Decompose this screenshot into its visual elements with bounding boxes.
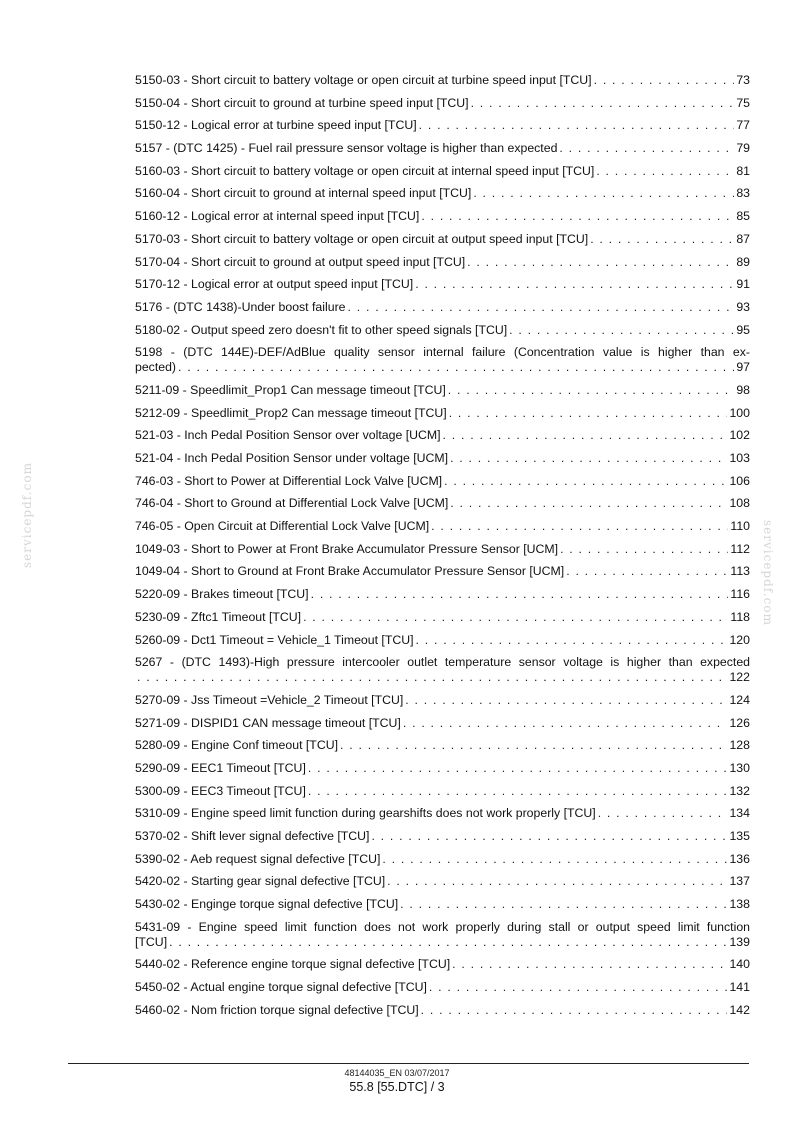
toc-entry-page-number: 98 (736, 382, 750, 397)
toc-entry-title: 5180-02 - Output speed zero doesn't fit to other speed signals [TCU] (135, 322, 508, 337)
toc-leader-dots (448, 383, 735, 398)
toc-entry-title-line2: [TCU] (135, 934, 168, 949)
toc-entry[interactable] (135, 186, 750, 201)
watermark-left: servicepdf.com (20, 462, 34, 568)
toc-entry[interactable] (135, 920, 750, 950)
toc-entry[interactable] (135, 738, 750, 753)
toc-leader-dots (467, 255, 734, 270)
toc-entry[interactable] (135, 209, 750, 224)
toc-leader-dots (594, 73, 735, 88)
toc-entry[interactable] (135, 587, 750, 602)
toc-entry-page-number: 118 (730, 609, 750, 624)
toc-leader-dots (559, 141, 734, 156)
toc-leader-dots (311, 587, 729, 602)
toc-entry-page-number: 77 (736, 118, 750, 133)
toc-entry[interactable] (135, 1003, 750, 1018)
toc-entry-page-number: 138 (729, 897, 750, 912)
toc-leader-dots (169, 935, 727, 950)
toc-leader-dots (566, 564, 728, 579)
toc-entry[interactable] (135, 255, 750, 270)
toc-entry-title: 5370-02 - Shift lever signal defective [TCU] (135, 829, 370, 843)
toc-entry-page-number: 136 (729, 851, 750, 866)
toc-leader-dots (178, 360, 734, 375)
toc-entry-title: 746-04 - Short to Ground at Differential Lock Valve [UCM] (135, 496, 449, 511)
toc-entry[interactable] (135, 474, 750, 489)
toc-entry-title: 5310-09 - Engine speed limit function during gearshifts does not work properly [TCU] (135, 806, 596, 821)
toc-entry[interactable] (135, 141, 750, 156)
toc-entry[interactable] (135, 406, 750, 421)
toc-entry-page-number: 97 (736, 360, 750, 375)
toc-entry-page-number: 81 (736, 163, 750, 178)
toc-entry-title: 5160-12 - Logical error at internal speed input [TCU] (135, 209, 420, 224)
toc-entry-page-number: 108 (729, 496, 750, 511)
toc-entry-page-number: 128 (729, 738, 750, 753)
toc-entry-page-number: 110 (730, 519, 750, 534)
toc-entry-title: 5211-09 - Speedlimit_Prop1 Can message timeout [TCU] (135, 382, 446, 397)
toc-entry-page-number: 95 (736, 322, 750, 337)
toc-entry-title: 746-03 - Short to Power at Differential Lock Valve [UCM] (135, 473, 443, 488)
footer-page-reference: 55.8 [55.DTC] / 3 (349, 1080, 445, 1094)
toc-leader-dots (348, 300, 735, 315)
toc-leader-dots (429, 980, 728, 995)
toc-entry-title: 5176 - (DTC 1438)-Under boost failure (135, 299, 346, 314)
toc-entry[interactable] (135, 96, 750, 111)
toc-entry-title: 5290-09 - EEC1 Timeout [TCU] (135, 760, 306, 775)
toc-entry-page-number: 112 (730, 541, 750, 556)
toc-entry-page-number: 137 (729, 874, 750, 889)
toc-entry[interactable] (135, 164, 750, 179)
toc-entry-page-number: 124 (729, 692, 750, 707)
toc-entry[interactable] (135, 852, 750, 867)
toc-leader-dots (308, 784, 728, 799)
toc-entry[interactable] (135, 383, 750, 398)
toc-entry-title: 5150-12 - Logical error at turbine speed input [TCU] (135, 118, 417, 133)
toc-entry[interactable] (135, 277, 750, 292)
toc-leader-dots (452, 957, 727, 972)
toc-leader-dots (340, 738, 727, 753)
toc-entry-title: 5170-12 - Logical error at output speed input [TCU] (135, 277, 414, 292)
toc-entry-page-number: 75 (736, 95, 750, 110)
toc-entry-title-line1: 5198 - (DTC 144E)-DEF/AdBlue quality sensor internal failure (Concentration value is higher than ex- (135, 345, 750, 360)
toc-leader-dots (303, 610, 728, 625)
toc-leader-dots (560, 542, 728, 557)
toc-entry-page-number: 100 (729, 405, 750, 420)
toc-entry-page-number: 135 (729, 829, 750, 843)
watermark-right: servicepdf.com (761, 520, 775, 626)
toc-entry-title: 1049-03 - Short to Power at Front Brake Accumulator Pressure Sensor [UCM] (135, 541, 559, 556)
toc-entry[interactable] (135, 564, 750, 579)
toc-entry-page-number: 120 (729, 632, 750, 647)
toc-entry[interactable] (135, 957, 750, 972)
toc-leader-dots (419, 118, 735, 133)
toc-entry-title: 5270-09 - Jss Timeout =Vehicle_2 Timeout [TCU] (135, 692, 404, 707)
toc-entry[interactable] (135, 118, 750, 133)
toc-leader-dots (308, 761, 728, 776)
toc-leader-dots (471, 96, 735, 111)
toc-entry-page-number: 139 (729, 934, 750, 949)
toc-leader-dots (405, 693, 727, 708)
toc-entry-title: 5150-04 - Short circuit to ground at turbine speed input [TCU] (135, 95, 469, 110)
toc-entry[interactable] (135, 300, 750, 315)
table-of-contents (135, 73, 750, 1026)
toc-entry-title: 5420-02 - Starting gear signal defective [TCU] (135, 874, 386, 889)
toc-entry-page-number: 83 (736, 186, 750, 201)
toc-leader-dots (387, 874, 727, 889)
toc-entry[interactable] (135, 806, 750, 821)
toc-entry-title: 5280-09 - Engine Conf timeout [TCU] (135, 738, 339, 753)
toc-entry-page-number: 113 (730, 564, 750, 579)
toc-leader-dots (449, 406, 728, 421)
toc-entry[interactable] (135, 980, 750, 995)
toc-entry-title: 5450-02 - Actual engine torque signal defective [TCU] (135, 980, 427, 995)
toc-entry[interactable] (135, 897, 750, 912)
toc-leader-dots (416, 633, 728, 648)
toc-leader-dots (590, 232, 734, 247)
toc-entry-title-line1: 5267 - (DTC 1493)-High pressure intercooler outlet temperature sensor voltage is higher than expected (135, 655, 750, 670)
toc-entry-page-number: 103 (729, 451, 750, 465)
toc-entry[interactable] (135, 428, 750, 443)
toc-entry-title: 1049-04 - Short to Ground at Front Brake Accumulator Pressure Sensor [UCM] (135, 564, 565, 579)
toc-entry[interactable] (135, 232, 750, 247)
toc-leader-dots (431, 519, 728, 534)
toc-entry-page-number: 126 (729, 715, 750, 730)
toc-entry-title: 5220-09 - Brakes timeout [TCU] (135, 587, 309, 602)
toc-entry-title: 5430-02 - Enginge torque signal defective [TCU] (135, 897, 399, 912)
toc-leader-dots (596, 164, 734, 179)
toc-entry-title: 5300-09 - EEC3 Timeout [TCU] (135, 783, 306, 798)
toc-leader-dots (403, 716, 728, 731)
toc-entry-title: 5440-02 - Reference engine torque signal defective [TCU] (135, 957, 451, 972)
toc-entry[interactable] (135, 73, 750, 88)
toc-entry[interactable] (135, 655, 750, 685)
toc-entry[interactable] (135, 345, 750, 375)
toc-leader-dots (450, 451, 727, 466)
toc-entry[interactable] (135, 323, 750, 338)
toc-entry[interactable] (135, 761, 750, 776)
toc-leader-dots (598, 806, 728, 821)
toc-entry-title: 5157 - (DTC 1425) - Fuel rail pressure sensor voltage is higher than expected (135, 141, 558, 156)
toc-entry[interactable] (135, 784, 750, 799)
toc-entry[interactable] (135, 519, 750, 534)
toc-leader-dots (421, 209, 734, 224)
toc-leader-dots (371, 829, 727, 844)
toc-entry-title: 5390-02 - Aeb request signal defective [TCU] (135, 851, 381, 866)
toc-leader-dots (444, 474, 727, 489)
footer-document-code: 48144035_EN 03/07/2017 (344, 1068, 450, 1078)
toc-entry-title: 5170-03 - Short circuit to battery voltage or open circuit at output speed input [TCU] (135, 231, 589, 246)
toc-entry-page-number: 93 (736, 299, 750, 314)
toc-entry-title: 5160-04 - Short circuit to ground at internal speed input [TCU] (135, 186, 472, 201)
toc-entry[interactable] (135, 633, 750, 648)
toc-entry[interactable] (135, 874, 750, 889)
toc-entry-page-number: 122 (729, 670, 750, 685)
toc-entry-page-number: 73 (736, 73, 750, 87)
toc-entry-page-number: 89 (736, 254, 750, 269)
toc-entry[interactable] (135, 451, 750, 466)
toc-leader-dots (415, 277, 734, 292)
toc-entry-title: 5230-09 - Zftc1 Timeout [TCU] (135, 609, 302, 624)
toc-entry-page-number: 102 (729, 428, 750, 443)
toc-entry-page-number: 132 (729, 783, 750, 798)
toc-entry[interactable] (135, 716, 750, 731)
toc-entry-title: 746-05 - Open Circuit at Differential Lock Valve [UCM] (135, 519, 430, 534)
toc-entry-title: 5160-03 - Short circuit to battery voltage or open circuit at internal speed input [TCU] (135, 163, 595, 178)
toc-entry-page-number: 106 (729, 473, 750, 488)
toc-entry-page-number: 130 (729, 760, 750, 775)
toc-leader-dots (509, 323, 734, 338)
toc-leader-dots (450, 496, 727, 511)
toc-entry-title: 5260-09 - Dct1 Timeout = Vehicle_1 Timeout [TCU] (135, 632, 414, 647)
toc-entry-title: 5271-09 - DISPID1 CAN message timeout [TCU] (135, 715, 401, 730)
toc-entry-page-number: 91 (736, 277, 750, 292)
toc-entry[interactable] (135, 542, 750, 557)
toc-leader-dots (400, 897, 727, 912)
toc-entry-title: 5150-03 - Short circuit to battery voltage or open circuit at turbine speed input [TCU] (135, 73, 592, 87)
toc-entry-page-number: 140 (729, 957, 750, 972)
toc-entry[interactable] (135, 829, 750, 844)
toc-entry-title: 521-03 - Inch Pedal Position Sensor over voltage [UCM] (135, 428, 441, 443)
toc-entry-title-line2: pected) (135, 360, 177, 375)
toc-entry[interactable] (135, 610, 750, 625)
toc-entry-page-number: 87 (736, 231, 750, 246)
toc-entry-page-number: 85 (736, 209, 750, 224)
toc-entry-title: 5460-02 - Nom friction torque signal defective [TCU] (135, 1002, 419, 1017)
toc-entry-title: 5212-09 - Speedlimit_Prop2 Can message timeout [TCU] (135, 405, 447, 420)
toc-entry[interactable] (135, 496, 750, 511)
toc-entry-page-number: 141 (729, 980, 750, 995)
toc-leader-dots (473, 186, 734, 201)
toc-leader-dots (421, 1003, 728, 1018)
toc-entry-page-number: 79 (736, 141, 750, 156)
toc-entry-page-number: 134 (729, 806, 750, 821)
toc-entry[interactable] (135, 693, 750, 708)
toc-leader-dots (137, 670, 727, 685)
toc-entry-title: 5170-04 - Short circuit to ground at output speed input [TCU] (135, 254, 466, 269)
toc-leader-dots (382, 852, 727, 867)
toc-entry-title: 521-04 - Inch Pedal Position Sensor under voltage [UCM] (135, 451, 449, 465)
toc-leader-dots (443, 428, 728, 443)
toc-entry-page-number: 116 (730, 587, 750, 602)
toc-entry-page-number: 142 (729, 1002, 750, 1017)
footer-divider (68, 1063, 749, 1064)
toc-entry-title-line1: 5431-09 - Engine speed limit function does not work properly during stall or output speed limit function (135, 919, 750, 934)
